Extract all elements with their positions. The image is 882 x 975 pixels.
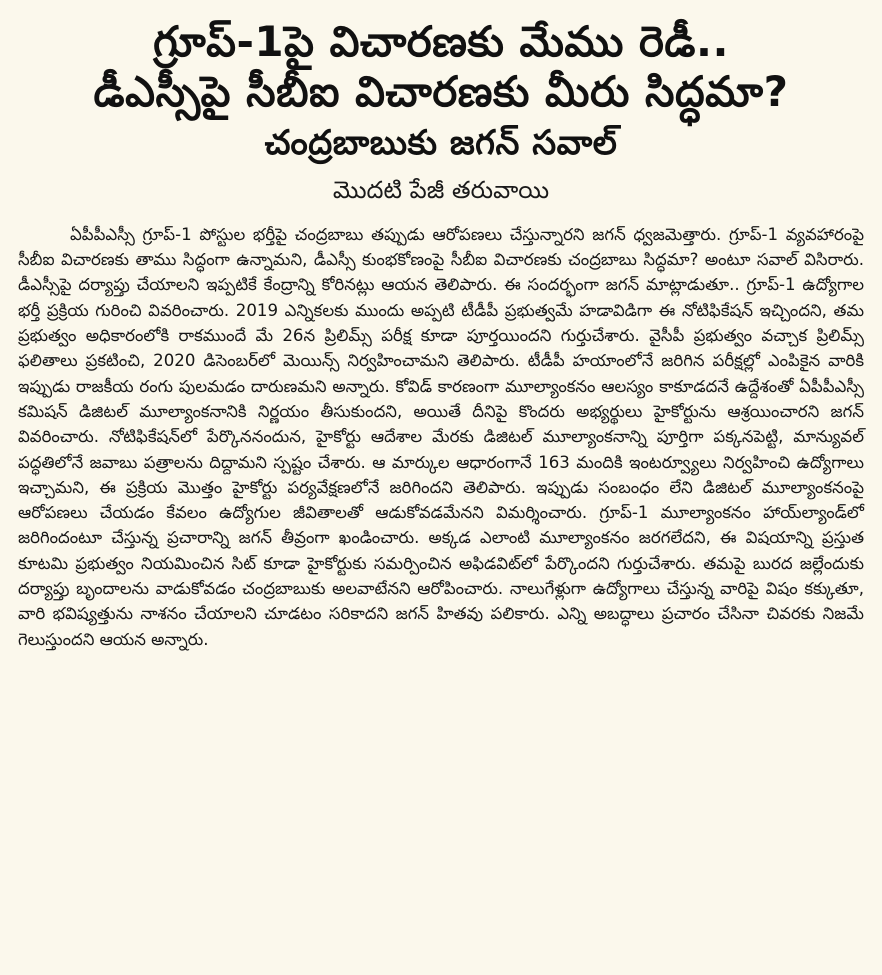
sub-headline: చంద్రబాబుకు జగన్ సవాల్ — [264, 123, 618, 164]
article-body — [14, 222, 868, 652]
article-body-text: ఏపీపీఎస్సీ గ్రూప్-1 పోస్టుల భర్తీపై చంద్రబాబు తప్పుడు ఆరోపణలు చేస్తున్నారని జగన్ ధ్వజమెత్తారు. గ్రూప్-1 వ్యవహారంపై సీబీఐ విచారణకు తాము సిద్ధంగా ఉన్నామని, డీఎస్సీ కుంభకోణంపై సీబీఐ విచారణకు చంద్రబాబు సిద్ధమా? అంటూ సవాల్ విసిరారు. డీఎస్సీపై దర్యాప్తు చేయాలని ఇప్పటికే కేంద్రాన్ని కోరినట్లు ఆయన తెలిపారు. ఈ సందర్భంగా జగన్ మాట్లాడుతూ.. గ్రూప్-1 ఉద్యోగాల భర్తీ ప్రక్రియ గురించి వివరించారు. 2019 ఎన్నికలకు ముందు అప్పటి టీడీపీ ప్రభుత్వమే హడావిడిగా ఈ నోటిఫికేషన్ ఇచ్చిందని, తమ ప్రభుత్వం అధికారంలోకి రాకముందే మే 26న ప్రిలిమ్స్ పరీక్ష కూడా పూర్తయిందని గుర్తుచేశారు. వైసీపీ ప్రభుత్వం వచ్చాక ప్రిలిమ్స్ ఫలితాలు ప్రకటించి, 2020 డిసెంబర్‌లో మెయిన్స్ నిర్వహించామని తెలిపారు. టీడీపీ హయాంలోనే జరిగిన పరీక్షల్లో ఎంపికైన వారికి ఇప్పుడు రాజకీయ రంగు పులమడం దారుణమని అన్నారు. కోవిడ్ కారణంగా మూల్యాంకనం ఆలస్యం కాకూడదనే ఉద్దేశంతో ఏపీపీఎస్సీ కమిషన్ డిజిటల్ మూల్యాంకనానికి నిర్ణయం తీసుకుందని, అయితే దీనిపై కొందరు అభ్యర్థులు హైకోర్టును ఆశ్రయించారని జగన్ వివరించారు. నోటిఫికేషన్‌లో పేర్కొననందున, హైకోర్టు ఆదేశాల మేరకు డిజిటల్ మూల్యాంకనాన్ని పూర్తిగా పక్కనపెట్టి, మాన్యువల్ పద్ధతిలోనే జవాబు పత్రాలను దిద్దామని స్పష్టం చేశారు. ఆ మార్కుల ఆధారంగానే 163 మందికి ఇంటర్వ్యూలు నిర్వహించి ఉద్యోగాలు ఇచ్చామని, ఈ ప్రక్రియ మొత్తం హైకోర్టు పర్యవేక్షణలోనే జరిగిందని తెలిపారు. ఇప్పుడు సంబంధం లేని డిజిటల్ మూల్యాంకనంపై ఆరోపణలు చేయడం కేవలం ఉద్యోగుల జీవితాలతో ఆడుకోవడమేనని విమర్శించారు. గ్రూప్-1 మూల్యాంకనం హాయ్‌ల్యాండ్‌లో జరిగిందంటూ చేస్తున్న ప్రచారాన్ని జగన్ తీవ్రంగా ఖండించారు. అక్కడ ఎలాంటి మూల్యాంకనం జరగలేదని, ఈ విషయాన్ని ప్రస్తుత కూటమి ప్రభుత్వం నియమించిన సిట్ కూడా హైకోర్టుకు సమర్పించిన అఫిడవిట్‌లో పేర్కొందని గుర్తుచేశారు. తమపై బురద జల్లేందుకు దర్యాప్తు బృందాలను వాడుకోవడం చంద్రబాబుకు అలవాటేనని ఆరోపించారు. నాలుగేళ్లుగా ఉద్యోగాలు చేస్తున్న వారిపై విషం కక్కుతూ, వారి భవిష్యత్తును నాశనం చేయాలని చూడటం సరికాదని జగన్ హితవు పలికారు. ఎన్ని అబద్ధాలు ప్రచారం చేసినా చివరకు నిజమే గెలుస్తుందని ఆయన అన్నారు. — [18, 224, 864, 649]
headline-line-2: డీఎస్సీపై సీబీఐ విచారణకు మీరు సిద్ధమా? — [93, 67, 789, 117]
headline-line-1: గ్రూప్-1పై విచారణకు మేము రెడీ.. — [153, 17, 729, 66]
continued-from-page-label: మొదటి పేజీ తరువాయి — [332, 175, 550, 204]
